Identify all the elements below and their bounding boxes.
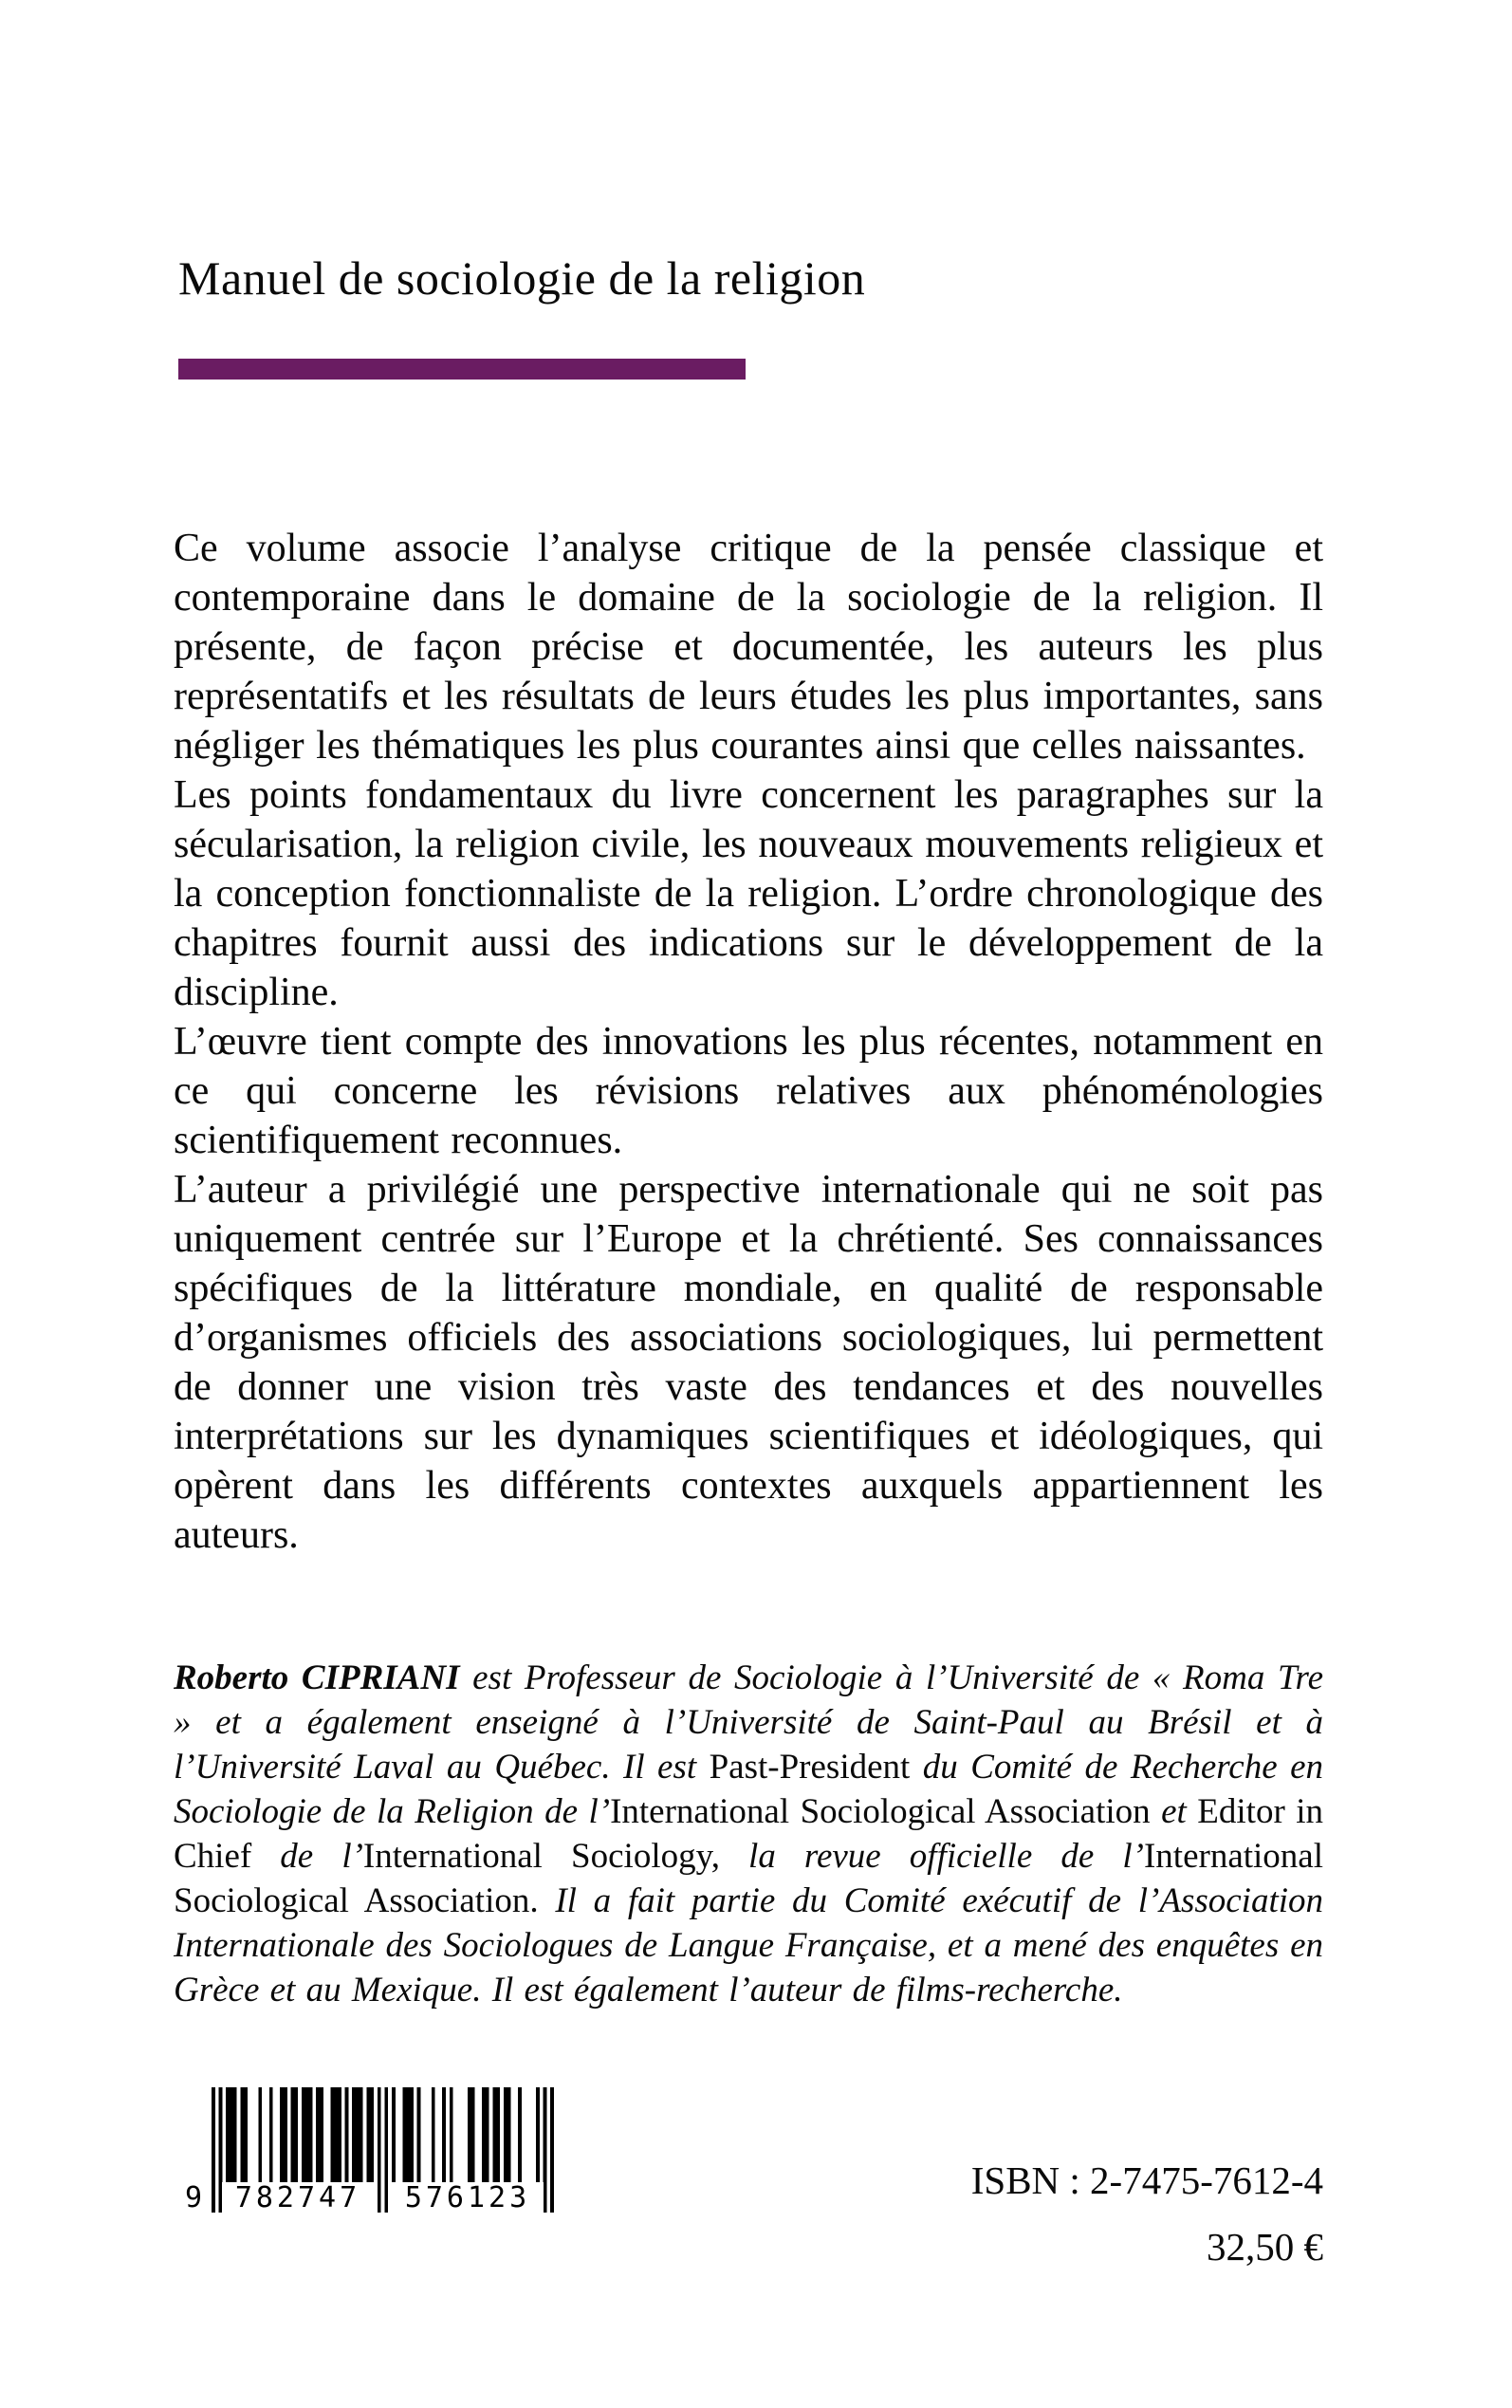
bio-text-roman: Past-President (709, 1748, 923, 1787)
barcode-digits-right: 576123 (392, 2182, 544, 2214)
bio-text: de l’ (280, 1837, 363, 1876)
price: 32,50 € (1207, 2225, 1323, 2269)
barcode-digits (175, 2182, 554, 2214)
page-title: Manuel de sociologie de la religion (178, 251, 866, 305)
author-bio (174, 1656, 1323, 2012)
barcode-digit-prefix: 9 (175, 2182, 212, 2214)
bio-text-roman: Editor in Chief (174, 1792, 1324, 1876)
bio-text: la revue officielle de l’ (748, 1837, 1144, 1876)
barcode-digits-left: 782747 (222, 2182, 374, 2214)
description-paragraph: Les points fondamentaux du livre concernent les paragraphes sur la sécularisation, la religion civile, les nouveaux mouvements religieux et la conception fonctionnaliste de la religion. L’ordre chronologique des chapitres fournit aussi des indications sur le développement de la discipline. (174, 773, 1323, 1014)
bio-text: Il a fait partie du Comité exécutif de l’Association Internationale des Sociologues de Langue Française, et a mené des enquêtes en Grèce et au Mexique. Il est également l’auteur de films-recherche. (174, 1881, 1324, 2010)
description-paragraph: L’auteur a privilégié une perspective internationale qui ne soit pas uniquement centrée sur l’Europe et la chrétienté. Ses connaissances spécifiques de la littérature mondiale, en qualité de responsable d’organismes officiels des associations sociologiques, lui permettent de donner une vision très vaste des tendances et des nouvelles interprétations sur les dynamiques scientifiques et idéologiques, qui opèrent dans les différents contextes auxquels appartiennent les auteurs. (174, 1168, 1323, 1557)
description-paragraph: L’œuvre tient compte des innovations les plus récentes, notamment en ce qui concerne les révisions relatives aux phénoménologies scientifiquement reconnues. (174, 1020, 1323, 1162)
bio-text-roman: International Sociological Association. (174, 1837, 1323, 1920)
barcode (175, 2087, 554, 2216)
bio-text-roman: International Sociology, (362, 1837, 749, 1876)
isbn-price-block (970, 2158, 1323, 2269)
isbn: ISBN : 2-7475-7612-4 (970, 2158, 1323, 2202)
bio-text: est Professeur de Sociologie à l’Université de « Roma Tre » et a également enseigné à l’Université de Saint-Paul au Brésil et à l’Université Laval au Québec. Il est (174, 1658, 1323, 1787)
bio-text-roman: International Sociological Association (610, 1792, 1162, 1831)
bio-text: et (1161, 1792, 1198, 1831)
author-name: Roberto CIPRIANI (174, 1658, 473, 1697)
title-underline-bar (178, 359, 746, 380)
bio-text: du Comité de Recherche en Sociologie de la Religion de l’ (174, 1748, 1324, 1831)
description-block (174, 524, 1323, 1560)
description-paragraph: Ce volume associe l’analyse critique de la pensée classique et contemporaine dans le domaine de la sociologie de la religion. Il présente, de façon précise et documentée, les auteurs les plus représentatifs et les résultats de leurs études les plus importantes, sans négliger les thématiques les plus courantes ainsi que celles naissantes. (174, 527, 1323, 768)
author-bio-paragraph (174, 1656, 1323, 2012)
